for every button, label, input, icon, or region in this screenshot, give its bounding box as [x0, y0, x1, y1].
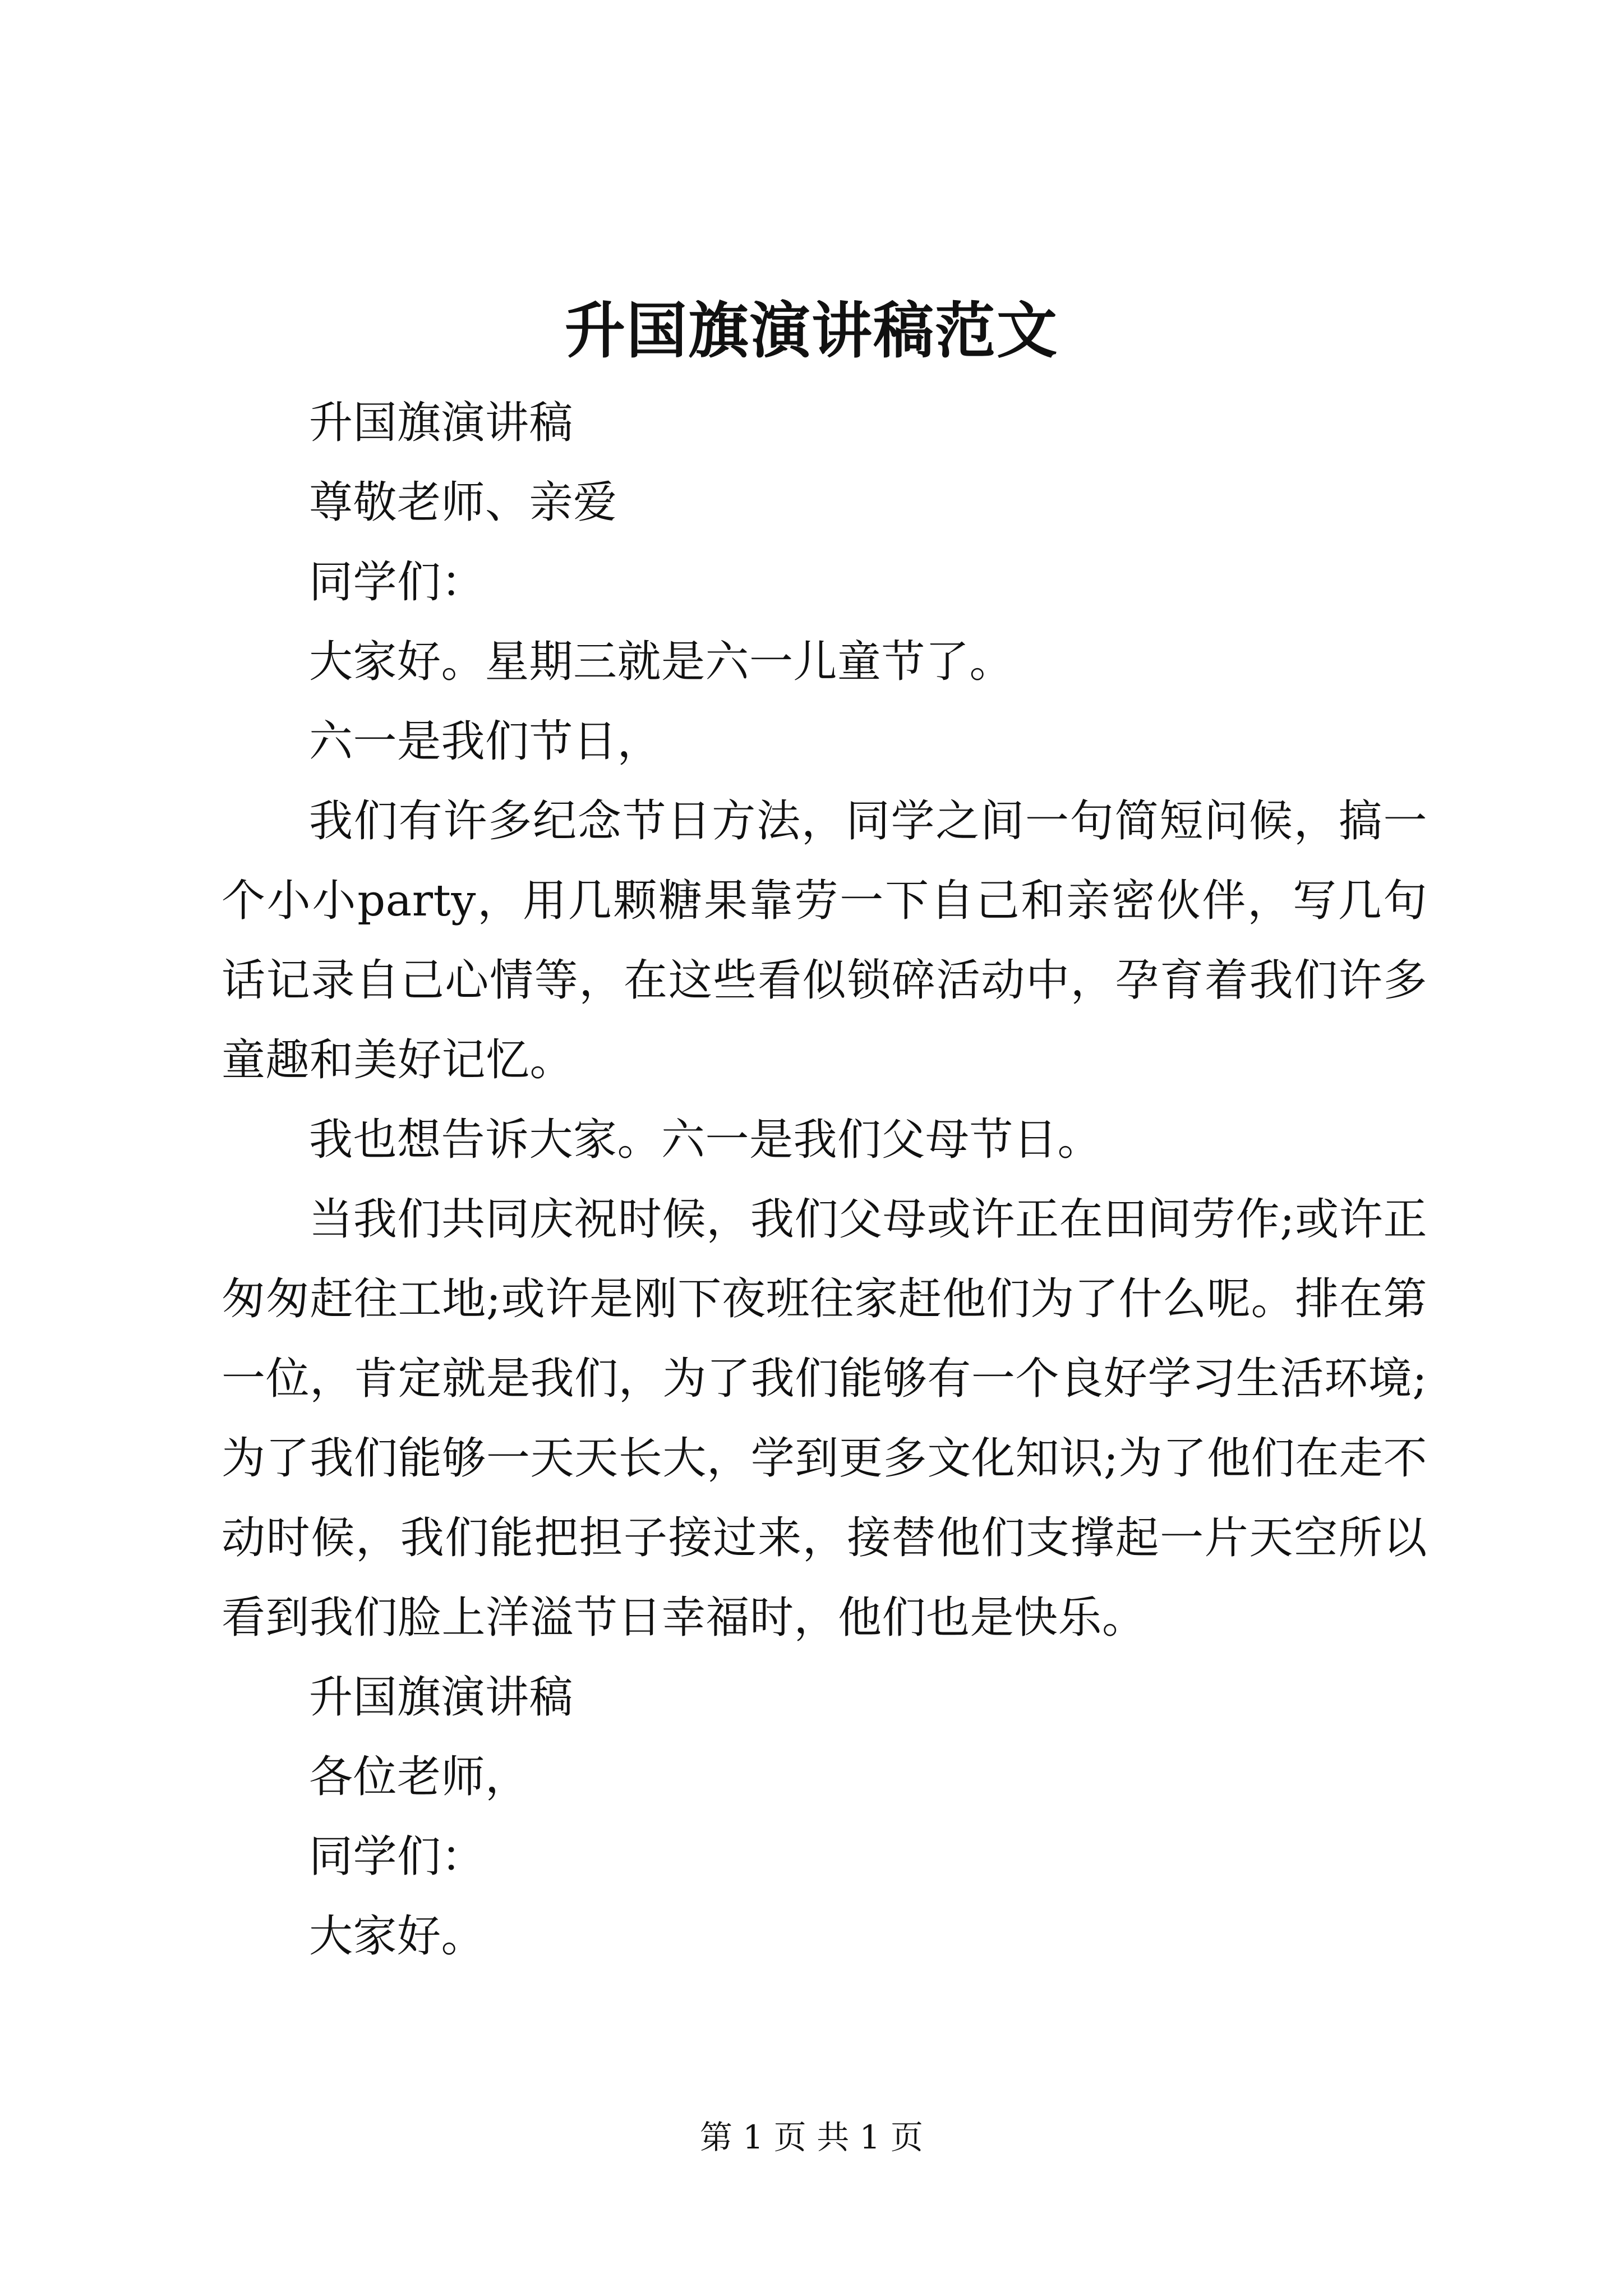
paragraph: 同学们：	[309, 557, 486, 608]
paragraph: 各位老师，	[309, 1752, 529, 1802]
paragraph: 升国旗演讲稿	[309, 398, 574, 448]
page-number-footer: 第 1 页 共 1 页	[700, 2118, 923, 2156]
paragraph: 升国旗演讲稿	[309, 1672, 574, 1723]
paragraph: 我也想告诉大家。六一是我们父母节日。	[309, 1115, 1102, 1165]
paragraph: 同学们：	[309, 1832, 486, 1882]
document-body	[222, 383, 1427, 1976]
paragraph: 我们有许多纪念节日方法，同学之间一句简短问候，搞一个小小party，用几颗糖果靠劳一下自己和亲密伙伴，写几句话记录自己心情等，在这些看似锁碎活动中，孕育着我们许多童趣和美好记忆。	[222, 796, 1427, 1085]
paragraph: 尊敬老师、亲爱	[309, 477, 617, 528]
paragraph: 大家好。星期三就是六一儿童节了。	[309, 637, 1014, 687]
paragraph: 大家好。	[309, 1911, 486, 1962]
paragraph: 六一是我们节日，	[309, 716, 662, 767]
paragraph: 当我们共同庆祝时候，我们父母或许正在田间劳作;或许正匆匆赶往工地;或许是刚下夜班往家赶他们为了什么呢。排在第一位，肯定就是我们，为了我们能够有一个良好学习生活环境;为了我们能够一天天长大，学到更多文化知识;为了他们在走不动时候，我们能把担子接过来，接替他们支撑起一片天空所以看到我们脸上洋溢节日幸福时，他们也是快乐。	[222, 1194, 1428, 1643]
document-title: 升国旗演讲稿范文	[564, 296, 1058, 366]
